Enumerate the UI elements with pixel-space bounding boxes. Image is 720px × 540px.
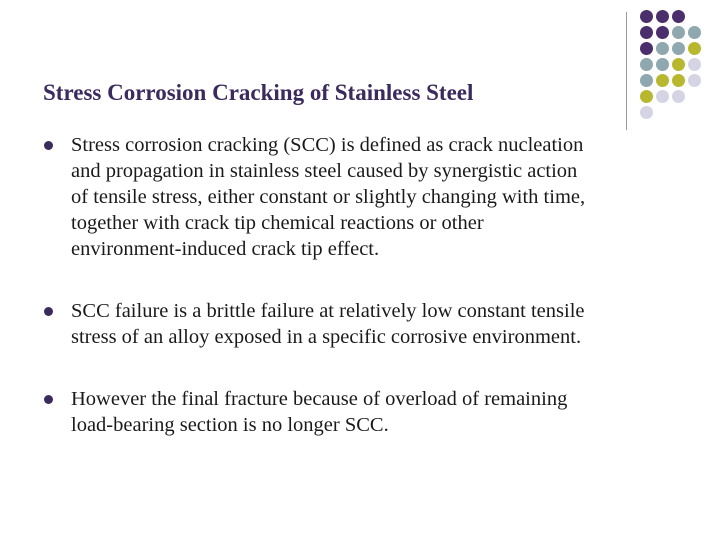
bullet-line: Stress corrosion cracking (SCC) is defined as crack nucleation [71, 134, 584, 156]
bullet-item [44, 132, 684, 267]
decorative-dot [672, 74, 685, 87]
decorative-dot [672, 42, 685, 55]
decorative-dot [640, 74, 653, 87]
decorative-dot [672, 90, 685, 103]
decorative-dot [640, 42, 653, 55]
decorative-dot [656, 90, 669, 103]
bullet-line: and propagation in stainless steel caused by synergistic action [71, 160, 578, 182]
decorative-dot [640, 26, 653, 39]
bullet-line: stress of an alloy exposed in a specific corrosive environment. [71, 326, 582, 348]
bullet-line: However the final fracture because of overload of remaining [71, 388, 568, 410]
decorative-dot [640, 58, 653, 71]
title-divider-line [626, 12, 627, 130]
bullet-text [71, 132, 683, 262]
decorative-dot [672, 10, 685, 23]
decorative-dot [688, 42, 701, 55]
slide-title: Stress Corrosion Cracking of Stainless Steel [43, 80, 474, 105]
decorative-dot [688, 26, 701, 39]
decorative-dot [672, 26, 685, 39]
bullet-marker [44, 395, 53, 404]
bullet-text [71, 386, 683, 438]
bullet-item [44, 298, 684, 353]
bullet-marker [44, 141, 53, 150]
bullet-line: load-bearing section is no longer SCC. [71, 414, 389, 436]
decorative-dot [640, 106, 653, 119]
decorative-dot [656, 74, 669, 87]
bullet-line: together with crack tip chemical reactions or other [71, 212, 484, 234]
decorative-dot [656, 42, 669, 55]
bullet-text [71, 298, 683, 350]
bullet-line: environment-induced crack tip effect. [71, 238, 380, 260]
decorative-dot [672, 58, 685, 71]
bullet-marker [44, 307, 53, 316]
decorative-dot [656, 10, 669, 23]
decorative-dot [656, 58, 669, 71]
decorative-dot [688, 58, 701, 71]
decorative-dot [640, 10, 653, 23]
bullet-line: SCC failure is a brittle failure at relatively low constant tensile [71, 300, 585, 322]
decorative-dot [688, 74, 701, 87]
bullet-line: of tensile stress, either constant or slightly changing with time, [71, 186, 586, 208]
decorative-dot [656, 26, 669, 39]
decorative-dot [640, 90, 653, 103]
bullet-item [44, 386, 684, 441]
